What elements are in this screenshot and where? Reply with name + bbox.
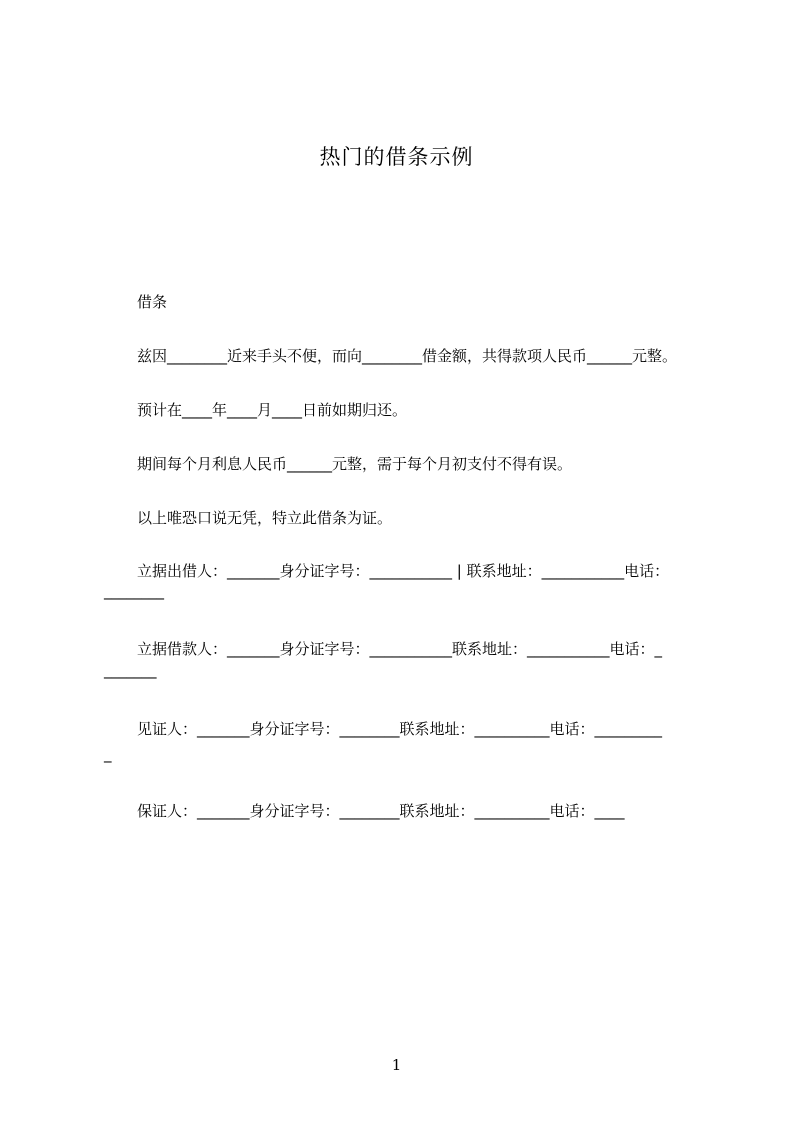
lender-info-line: 立据出借人：_______身分证字号：___________ | 联系地址：___________电话： bbox=[137, 562, 670, 580]
document-heading: 借条 bbox=[137, 293, 168, 311]
borrower-info-continuation: _______ bbox=[104, 661, 157, 679]
lender-info-continuation: ________ bbox=[104, 582, 164, 600]
paragraph-declaration: 以上唯恐口说无凭，特立此借条为证。 bbox=[137, 509, 393, 527]
paragraph-interest: 期间每个月利息人民币______元整，需于每个月初支付不得有误。 bbox=[137, 455, 573, 473]
borrower-info-line: 立据借款人：_______身分证字号：___________联系地址：___________电话：_ bbox=[137, 640, 663, 658]
paragraph-reason: 兹因________近来手头不便，而向________借金额，共得款项人民币______元整。 bbox=[137, 347, 678, 365]
document-title: 热门的借条示例 bbox=[319, 145, 474, 169]
witness-info-line: 见证人：_______身分证字号：________联系地址：__________电话：_________ bbox=[137, 720, 663, 738]
witness-info-continuation: _ bbox=[104, 745, 112, 763]
page-number: 1 bbox=[391, 1056, 402, 1074]
paragraph-repayment-date: 预计在____年____月____日前如期归还。 bbox=[137, 401, 408, 419]
guarantor-info-line: 保证人：_______身分证字号：________联系地址：__________电话：____ bbox=[137, 802, 625, 820]
